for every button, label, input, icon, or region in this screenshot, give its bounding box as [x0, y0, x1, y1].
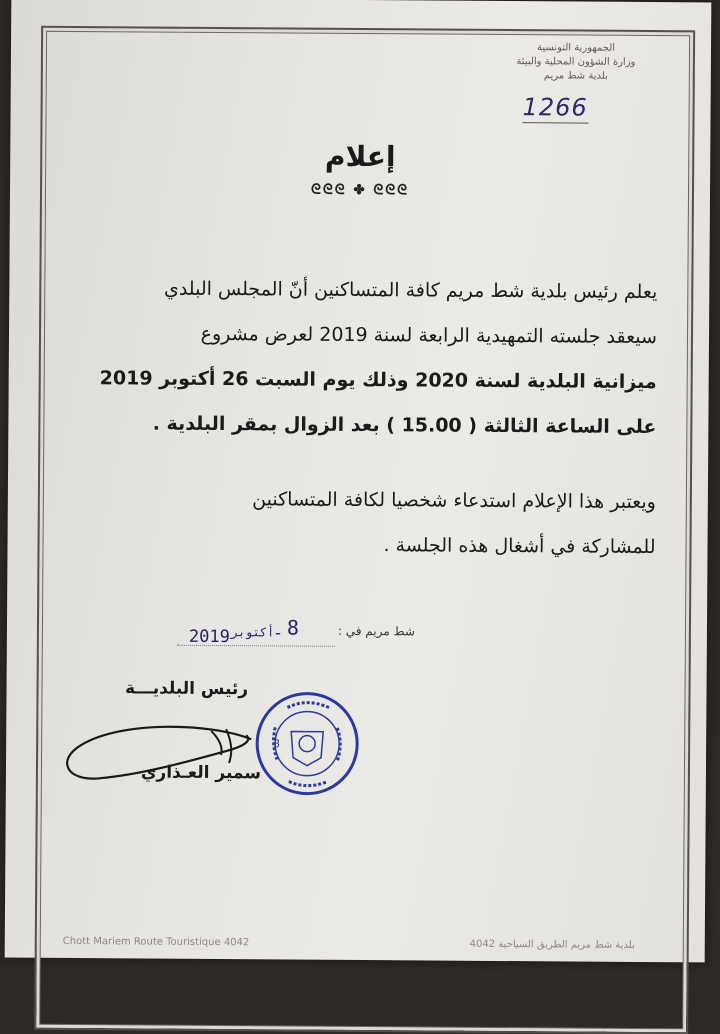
- paragraph-line: ويعتبر هذا الإعلام استدعاء شخصيا لكافة المتساكنين: [252, 488, 656, 514]
- paragraph-line: ميزانية البلدية لسنة 2020 وذلك يوم السبت 26 أكتوبر 2019: [99, 367, 657, 394]
- paragraph-line: يعلم رئيس بلدية شط مريم كافة المتساكنين أنّ المجلس البلدي: [163, 277, 658, 304]
- stamp-number: 3: [273, 737, 281, 751]
- date-year: 2019: [188, 626, 230, 648]
- date-day: 8: [286, 615, 300, 640]
- letterhead-municipality: بلدية شط مريم: [543, 70, 608, 82]
- footer-address-arabic: بلدية شط مريم الطريق السياحية 4042: [469, 938, 635, 951]
- announcement-paragraph-1: [70, 266, 657, 450]
- date-month: أكتوبر: [230, 625, 275, 640]
- paragraph-line: للمشاركة في أشغال هذه الجلسة .: [383, 534, 656, 559]
- letterhead: [501, 41, 651, 84]
- letterhead-ministry: وزارة الشؤون المحلية والبيئة: [516, 56, 636, 68]
- paragraph-line: على الساعة الثالثة ( 15.00 ) بعد الزوال بمقر البلدية .: [152, 412, 657, 439]
- letterhead-country: الجمهورية التونسية: [536, 42, 616, 54]
- reference-number: 1266: [522, 93, 602, 128]
- signatory-title: رئيس البلديـــة: [124, 678, 249, 700]
- document-title: إعلام: [324, 139, 396, 174]
- reference-underline: [522, 122, 588, 123]
- handwritten-signature: [61, 710, 262, 801]
- municipal-stamp: [251, 687, 364, 800]
- document-page: [5, 0, 712, 962]
- date-line: [177, 617, 415, 659]
- title-ornament: ᘓᘓᘓ ✤ ᘓᘓᘓ: [311, 181, 410, 199]
- footer-address-latin: Chott Mariem Route Touristique 4042: [62, 935, 250, 949]
- date-dash: -: [272, 623, 284, 644]
- date-label: شط مريم في :: [337, 623, 415, 639]
- signatory-name: سمير العـذاري: [140, 762, 262, 784]
- paragraph-line: سيعقد جلسته التمهيدية الرابعة لسنة 2019 لعرض مشروع: [200, 322, 658, 349]
- announcement-paragraph-2: [69, 476, 656, 570]
